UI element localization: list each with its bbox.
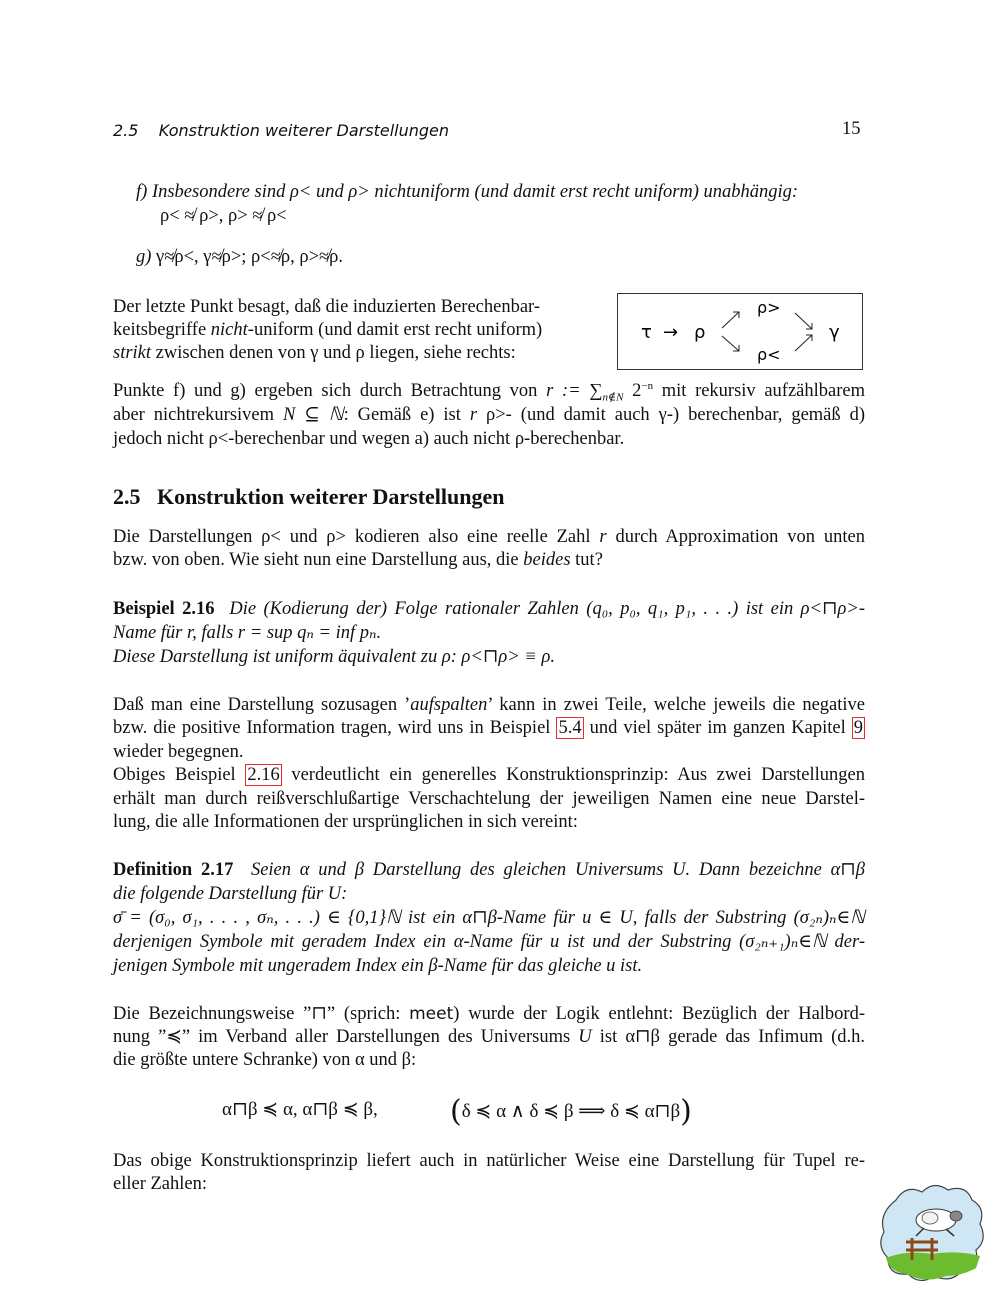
ref-link-5-4[interactable]: 5.4 — [558, 718, 582, 738]
diagram-arrow-up-right — [795, 335, 812, 351]
para6-line2: eller Zahlen: — [113, 1174, 207, 1194]
diagram-frame — [618, 294, 863, 370]
para2-math: N ⊆ ℕ — [282, 405, 344, 425]
diagram-arrow-down-left — [722, 336, 739, 351]
para5-line2 — [113, 1026, 865, 1049]
para3-line2 — [113, 549, 865, 572]
para2-math: r — [469, 405, 478, 425]
para4-text: verdeutlicht ein generelles Konstruktionsprinzip: Aus zwei Darstellungen — [281, 765, 865, 785]
ref-link-2-16[interactable]: 2.16 — [247, 765, 280, 785]
para1-line3 — [113, 342, 583, 365]
item-f-label: f) — [136, 182, 148, 202]
diagram-arrow: → — [663, 322, 679, 343]
para2-math: r := ∑ — [546, 381, 603, 401]
display-formula-right — [450, 1094, 692, 1129]
item-f-math: ρ< ≉ ρ>, ρ> ≉ ρ< — [160, 206, 287, 226]
ref-link-chapter-9[interactable]: 9 — [853, 718, 863, 738]
diagram-rho: ρ — [694, 322, 706, 343]
para4-emph: aufspalten — [410, 695, 488, 715]
para3-line1 — [113, 526, 865, 549]
para4-text: Daß man eine Darstellung sozusagen ’ — [113, 695, 411, 715]
display-formula-left: α⊓β ≼ α, α⊓β ≼ β, — [222, 1099, 378, 1120]
definition-line1 — [113, 859, 865, 882]
para2-text: mit rekursiv aufzählbarem — [653, 381, 866, 401]
definition-text: Seien α und β Darstellung des gleichen Universums U. Dann bezeichne α⊓β — [250, 860, 866, 880]
diagram-arrow-up-left — [722, 312, 739, 328]
para5-math: U — [578, 1027, 592, 1047]
para5-text: ) wurde der Logik entlehnt: Bezüglich der Halbord- — [453, 1004, 866, 1024]
para2-text: Punkte f) und g) ergeben sich durch Betrachtung von — [113, 381, 547, 401]
para2-math: 2 — [623, 381, 642, 401]
para1-emph-nicht: nicht — [210, 320, 248, 340]
item-g-label: g) — [136, 247, 152, 267]
para1-line1: Der letzte Punkt besagt, daß die induzierten Berechenbar- — [113, 297, 541, 317]
example-line3: Diese Darstellung ist uniform äquivalent zu ρ: ρ<⊓ρ> ≡ ρ. — [113, 647, 556, 667]
para4-line2 — [113, 717, 865, 740]
para5-text: Die Bezeichnungsweise ”⊓” (sprich: — [113, 1004, 410, 1024]
para2-line2 — [113, 404, 865, 427]
item-f — [136, 181, 888, 204]
para5-line3: die größte untere Schranke) von α und β: — [113, 1050, 417, 1070]
para4-line4 — [113, 764, 865, 787]
diagram-gamma: γ — [829, 322, 840, 343]
para4-line1 — [113, 694, 865, 717]
para4-line3: wieder begegnen. — [113, 742, 244, 762]
para4-line6: lung, die alle Informationen der ursprünglichen in sich vereint: — [113, 812, 578, 832]
display-formula-implication: δ ≼ α ∧ δ ≼ β ⟹ δ ≼ α⊓β — [461, 1101, 681, 1122]
item-g — [136, 246, 888, 269]
para3-text: tut? — [570, 550, 603, 570]
para2-text: : Gemäß e) ist — [343, 405, 470, 425]
item-f-text: Insbesondere sind ρ< und ρ> nichtuniform (und damit erst recht uniform) unabhängig: — [151, 182, 799, 202]
paren-right: ) — [680, 1094, 692, 1129]
diagram-rho-lt: ρ< — [757, 345, 781, 364]
example-line1 — [113, 598, 865, 621]
para4-text: und viel später im ganzen Kapitel — [583, 718, 852, 738]
para3-text: bzw. von oben. Wie sieht nun eine Darstellung aus, die — [113, 550, 524, 570]
item-g-math: γ≉ρ<, γ≉ρ>; ρ<≉ρ, ρ>≉ρ. — [156, 247, 344, 267]
section-title: Konstruktion weiterer Darstellungen — [157, 484, 505, 509]
para5-text: ist α⊓β gerade das Infimum (d.h. — [591, 1027, 865, 1047]
para1-emph-strikt: strikt — [113, 343, 152, 363]
definition-label: Definition 2.17 — [113, 860, 234, 880]
lattice-diagram — [617, 293, 863, 371]
para4-text: Obiges Beispiel — [113, 765, 246, 785]
diagram-rho-gt: ρ> — [757, 298, 781, 317]
para3-emph: beides — [523, 550, 571, 570]
para1-line2 — [113, 319, 583, 342]
page-number: 15 — [842, 119, 861, 139]
jumping-sheep-logo — [876, 1180, 988, 1286]
para5-line1 — [113, 1003, 865, 1026]
running-header — [113, 121, 449, 140]
section-number: 2.5 — [113, 484, 141, 509]
diagram-tau: τ — [641, 322, 652, 343]
para5-meet: meet — [409, 1004, 454, 1024]
para2-text: ρ>- (und damit auch γ-) berechenbar, gemäß d) — [477, 405, 866, 425]
para4-text: ’ kann in zwei Teile, welche jeweils die negative — [487, 695, 865, 715]
para3-math: r — [599, 527, 607, 547]
para3-text: Die Darstellungen ρ< und ρ> kodieren also eine reelle Zahl — [113, 527, 600, 547]
definition-line5: jenigen Symbole mit ungeradem Index ein β-Name für das gleiche u ist. — [113, 956, 643, 976]
para2-line3: jedoch nicht ρ<-berechenbar und wegen a) auch nicht ρ-berechenbar. — [113, 429, 625, 449]
para2-math-sub: n∉N — [602, 391, 624, 404]
para4-text: bzw. die positive Information tragen, wird uns in Beispiel — [113, 718, 557, 738]
section-heading — [113, 484, 505, 510]
para4-line5: erhält man durch reißverschlußartige Verschachtelung der jeweiligen Namen eine neue Darstel- — [113, 789, 865, 809]
paren-left: ( — [450, 1094, 462, 1129]
example-label: Beispiel 2.16 — [113, 599, 215, 619]
header-title: Konstruktion weiterer Darstellungen — [158, 121, 450, 140]
para2-text: aber nichtrekursivem — [113, 405, 283, 425]
para5-text: nung ”≼” im Verband aller Darstellungen des Universums — [113, 1027, 579, 1047]
example-line2: Name für r, falls r = sup qₙ = inf pₙ. — [113, 623, 382, 643]
header-section-number: 2.5 — [113, 121, 139, 140]
definition-line3: σ̄ = (σ₀, σ₁, . . . , σₙ, . . .) ∈ {0,1}ℕ ist ein α⊓β-Name für u ∈ U, falls der Substring (σ₂ₙ)ₙ∈ℕ — [113, 908, 865, 928]
para1-text: keitsbegriffe — [113, 320, 211, 340]
para2-line1 — [113, 380, 865, 403]
para6-line1: Das obige Konstruktionsprinzip liefert auch in natürlicher Weise eine Darstellung für Tupel re- — [113, 1151, 865, 1171]
example-text: Die (Kodierung der) Folge rationaler Zahlen (q₀, p₀, q₁, p₁, . . .) ist ein ρ<⊓ρ>- — [229, 599, 866, 619]
para2-math-sup: −n — [641, 379, 654, 392]
para1-text: -uniform (und damit erst recht uniform) — [247, 320, 543, 340]
definition-line2: die folgende Darstellung für U: — [113, 884, 348, 904]
diagram-arrow-down-right — [795, 313, 812, 329]
definition-line4: derjenigen Symbole mit geradem Index ein α-Name für u ist und der Substring (σ₂ₙ₊₁)ₙ∈ℕ der- — [113, 932, 865, 952]
para3-text: durch Approximation von unten — [606, 527, 865, 547]
para1-text: zwischen denen von γ und ρ liegen, siehe rechts: — [151, 343, 516, 363]
